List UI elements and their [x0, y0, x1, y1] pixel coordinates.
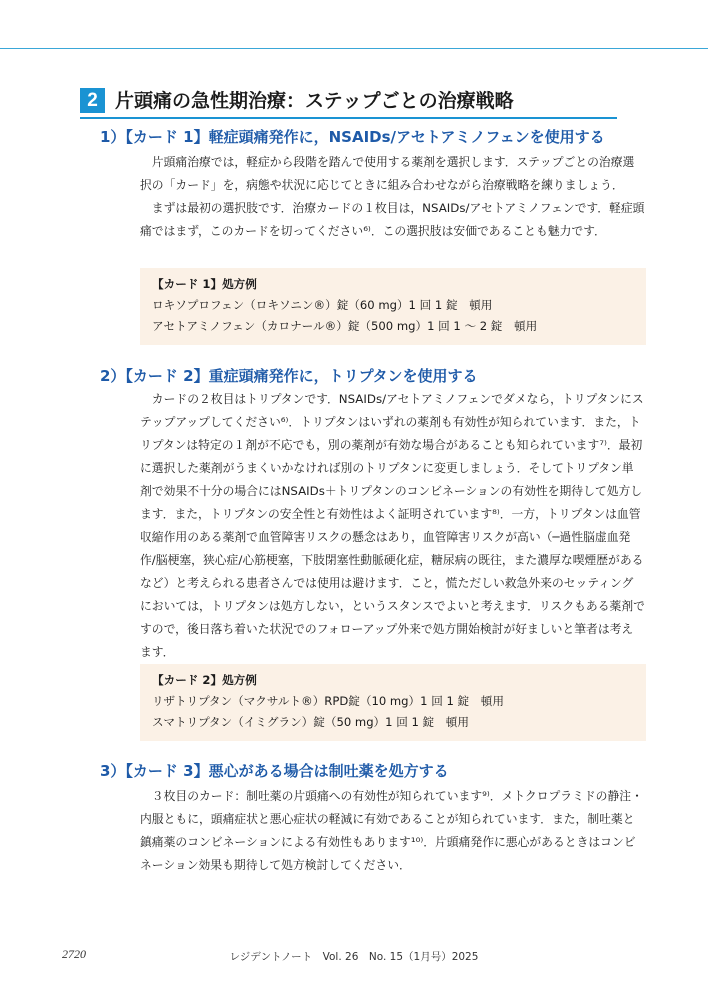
- prescription-line: アセトアミノフェン（カロナール®）錠（500 mg）1 回 1 〜 2 錠 頓用: [152, 319, 538, 333]
- subsection-3-title: 3）【カード 3】悪心がある場合は制吐薬を処方する: [100, 762, 449, 780]
- prescription-box-2: [140, 664, 646, 741]
- prescription-box-title: 【カード 2】処方例: [152, 673, 257, 687]
- top-rule: [0, 48, 708, 49]
- paragraph: ３枚目のカード：制吐薬の片頭痛への有効性が知られています⁹⁾．メトクロプラミドの静注・内服ともに，頭痛症状と悪心症状の軽減に有効であることが知られています．また，制吐薬と鎮痛薬のコンビネーションによる有効性もあります¹⁰⁾．片頭痛発作に悪心があるときはコンビネーション効果も期待して処方検討してください．: [140, 789, 643, 872]
- paragraph: 片頭痛治療では，軽症から段階を踏んで使用する薬剤を選択します．ステップごとの治療選択の「カード」を，病態や状況に応じてときに組み合わせながら治療戦略を練りましょう．: [140, 155, 635, 192]
- section-header: [80, 86, 617, 120]
- page-number: 2720: [62, 947, 86, 961]
- subsection-2-body: [140, 388, 645, 664]
- section-number-badge: 2: [80, 88, 105, 113]
- subsection-2-title: 2）【カード 2】重症頭痛発作に，トリプタンを使用する: [100, 367, 478, 385]
- prescription-line: スマトリプタン（イミグラン）錠（50 mg）1 回 1 錠 頓用: [152, 715, 469, 729]
- subsection-3-body: [140, 785, 645, 877]
- section-title: 片頭痛の急性期治療：ステップごとの治療戦略: [115, 90, 514, 112]
- journal-footer: レジデントノート Vol. 26 No. 15（1月号）2025: [229, 951, 479, 963]
- paragraph: カードの２枚目はトリプタンです．NSAIDs/アセトアミノフェンでダメなら，トリプタンにステップアップしてください⁶⁾．トリプタンはいずれの薬剤も有効性が知られています．また，トリプタンは特定の１剤が不応でも，別の薬剤が有効な場合があることも知られています⁷⁾．最初に選択した薬剤がうまくいかなければ別のトリプタンに変更しましょう．そしてトリプタン単剤で効果不十分の場合にはNSAIDs＋トリプタンのコンビネーションの有効性を期待して処方します．また，トリプタンの安全性と有効性はよく証明されています⁸⁾．一方，トリプタンは血管収縮作用のある薬剤で血管障害リスクの懸念はあり，血管障害リスクが高い（─過性脳虚血発作/脳梗塞，狭心症/心筋梗塞，下肢閉塞性動脈硬化症，糖尿病の既往，また濃厚な喫煙歴があるなど）と考えられる患者さんでは使用は避けます．こと，慌ただしい救急外来のセッティングにおいては，トリプタンは処方しない，というスタンスでよいと考えます．リスクもある薬剤ですので，後日落ち着いた状況でのフォローアップ外来で処方開始検討が好ましいと筆者は考えます．: [140, 392, 645, 659]
- subsection-1-body: [140, 151, 645, 243]
- paragraph: まずは最初の選択肢です．治療カードの１枚目は，NSAIDs/アセトアミノフェンです．軽症頭痛ではまず，このカードを切ってください⁶⁾．この選択肢は安価であることも魅力です．: [140, 201, 645, 238]
- prescription-line: リザトリプタン（マクサルト®）RPD錠（10 mg）1 回 1 錠 頓用: [152, 694, 504, 708]
- subsection-1-title: 1）【カード 1】軽症頭痛発作に，NSAIDs/アセトアミノフェンを使用する: [100, 128, 605, 146]
- prescription-box-1: [140, 268, 646, 345]
- prescription-line: ロキソプロフェン（ロキソニン®）錠（60 mg）1 回 1 錠 頓用: [152, 298, 493, 312]
- prescription-box-title: 【カード 1】処方例: [152, 277, 257, 291]
- section-rule: [80, 117, 617, 119]
